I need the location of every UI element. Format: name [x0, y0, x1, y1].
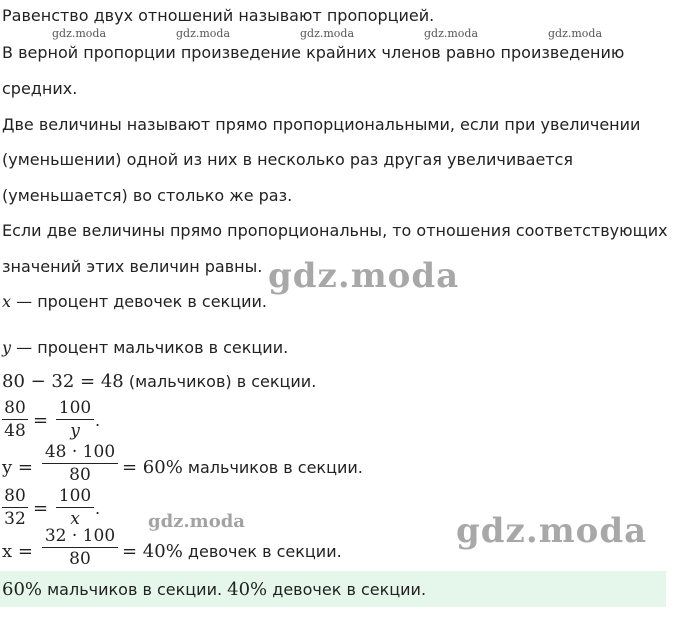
x-equals: x =: [2, 541, 33, 562]
answer-line: [2, 580, 426, 600]
fraction-denominator: 80: [69, 549, 91, 569]
period: .: [95, 499, 101, 518]
fraction-numerator: 80: [4, 486, 26, 506]
fraction-numerator: 100: [58, 486, 92, 506]
y-equals: y =: [2, 457, 33, 478]
x-result: [122, 542, 342, 562]
period: .: [95, 411, 101, 430]
watermark-small-5: gdz.moda: [548, 27, 603, 40]
fraction-100-x: [56, 486, 94, 529]
x-variable: x: [2, 292, 12, 311]
fraction-80-48: [2, 398, 28, 441]
y-variable: y: [2, 338, 12, 357]
theory-line-6: (уменьшается) во столько же раз.: [2, 186, 293, 205]
answer-girls-percent: 40%: [227, 579, 268, 600]
theory-line-2: В верной пропорции произведение крайних членов равно произведению: [2, 43, 625, 62]
fraction-numerator: 80: [4, 398, 26, 418]
equation-boys-math: 80 − 32 = 48: [2, 371, 124, 392]
theory-line-4: Две величины называют прямо пропорциональными, если при увеличении: [2, 115, 641, 134]
equation-boys-count: [2, 372, 316, 392]
theory-line-8: значений этих величин равны.: [2, 257, 263, 276]
x-definition: [2, 292, 267, 312]
equals-sign: =: [33, 498, 49, 519]
y-result-text: мальчиков в секции.: [187, 458, 363, 477]
answer-girls-text: девочек в секции.: [272, 580, 427, 599]
fraction-denominator: 80: [69, 465, 91, 485]
y-result: [122, 458, 363, 478]
equals-sign: =: [33, 410, 49, 431]
fraction-bar: [2, 507, 28, 508]
answer-boys-text: мальчиков в секции.: [47, 580, 223, 599]
fraction-48x100-80: [42, 442, 118, 485]
y-definition-text: — процент мальчиков в секции.: [16, 338, 289, 357]
equation-boys-text: (мальчиков) в секции.: [128, 372, 317, 391]
fraction-bar: [42, 463, 118, 464]
fraction-denominator: 48: [4, 421, 26, 441]
x-lhs: [2, 542, 33, 562]
watermark-big-1: gdz.moda: [268, 256, 460, 296]
y-lhs: [2, 458, 33, 478]
fraction-numerator: 100: [58, 398, 92, 418]
fraction-numerator: 32 · 100: [44, 526, 116, 546]
watermark-small-3: gdz.moda: [300, 27, 355, 40]
theory-line-7: Если две величины прямо пропорциональны, то отношения соответствующих: [2, 221, 668, 240]
fraction-100-y: [56, 398, 94, 441]
y-result-math: = 60%: [122, 457, 183, 478]
y-definition: [2, 338, 288, 358]
watermark-big-2: gdz.moda: [456, 511, 648, 551]
fraction-80-32: [2, 486, 28, 529]
answer-boys-percent: 60%: [2, 579, 43, 600]
x-definition-text: — процент девочек в секции.: [16, 292, 267, 311]
watermark-small-1: gdz.moda: [52, 27, 107, 40]
x-result-text: девочек в секции.: [187, 542, 342, 561]
theory-line-1: Равенство двух отношений называют пропорцией.: [2, 6, 435, 25]
watermark-small-2: gdz.moda: [176, 27, 231, 40]
fraction-bar: [56, 507, 94, 508]
watermark-small-4: gdz.moda: [424, 27, 479, 40]
fraction-32x100-80: [42, 526, 118, 569]
fraction-numerator: 48 · 100: [44, 442, 116, 462]
x-result-math: = 40%: [122, 541, 183, 562]
fraction-bar: [42, 547, 118, 548]
fraction-bar: [56, 419, 94, 420]
fraction-bar: [2, 419, 28, 420]
theory-line-3: средних.: [2, 79, 78, 98]
theory-line-5: (уменьшении) одной из них в несколько раз другая увеличивается: [2, 150, 574, 169]
fraction-denominator: y: [70, 421, 80, 441]
fraction-denominator: x: [70, 509, 80, 529]
watermark-mid: gdz.moda: [148, 511, 245, 532]
fraction-denominator: 32: [4, 509, 26, 529]
